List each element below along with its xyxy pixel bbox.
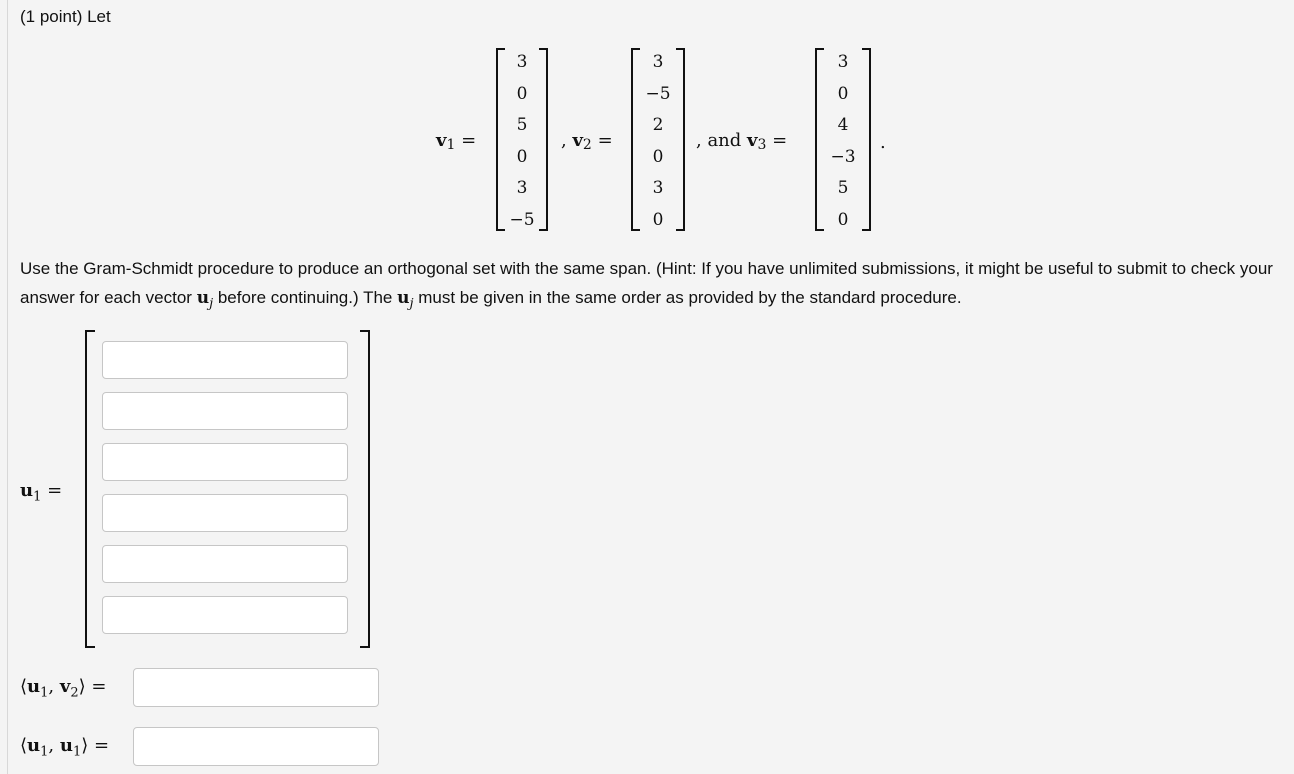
- v3-label: , and $v_3$ =: [696, 130, 788, 153]
- v2-matrix: [631, 48, 685, 231]
- v1-entry: 5: [516, 115, 528, 135]
- v1-entry: 0: [516, 83, 528, 104]
- u1-left-bracket: [85, 330, 95, 648]
- u1-label: $u_1$ =: [20, 480, 63, 505]
- u1-entry-2-input[interactable]: [102, 392, 348, 430]
- uj-symbol: $u_j$: [196, 287, 214, 311]
- u1-entry-1-input[interactable]: [102, 341, 348, 379]
- inner-product-u1-u1-label: $⟨u_1$, $u_1⟩$ =: [20, 735, 110, 760]
- v2-entry: −5: [645, 83, 671, 104]
- v3-entry: 0: [837, 83, 849, 104]
- u1-entry-4-input[interactable]: [102, 494, 348, 532]
- v2-label: , $v_2$ =: [561, 130, 613, 153]
- u1-entry-5-input[interactable]: [102, 545, 348, 583]
- v2-entry: 0: [652, 209, 664, 230]
- v2-entry: 0: [652, 146, 664, 167]
- v1-entry: 0: [516, 146, 528, 167]
- v2-entry: 2: [652, 115, 664, 135]
- problem-header: (1 point) Let: [20, 7, 111, 26]
- page-left-border: [7, 0, 8, 774]
- v2-entry: 3: [652, 178, 664, 198]
- v3-entry: 0: [837, 209, 849, 230]
- vectors-period: .: [880, 132, 886, 153]
- v1-entry: −5: [509, 209, 535, 230]
- v3-entry: −3: [830, 146, 856, 167]
- v1-entry: 3: [516, 178, 528, 198]
- v1-entry: 3: [516, 52, 528, 72]
- v2-entry: 3: [652, 52, 664, 72]
- inner-product-u1-v2-input[interactable]: [133, 668, 379, 707]
- v3-entry: 4: [837, 115, 849, 135]
- u1-right-bracket: [360, 330, 370, 648]
- v3-entry: 3: [837, 52, 849, 72]
- v1-label: $v_1$ =: [436, 130, 477, 153]
- v3-entry: 5: [837, 178, 849, 198]
- u1-entry-3-input[interactable]: [102, 443, 348, 481]
- v1-matrix: [496, 48, 548, 231]
- inner-product-u1-v2-label: $⟨u_1$, $v_2⟩$ =: [20, 676, 107, 701]
- v3-matrix: [815, 48, 871, 231]
- instructions: Use the Gram-Schmidt procedure to produce an orthogonal set with the same span. (Hint: If you have unlimited submissions, it might be useful to submit to check your answer for each vector $u_j$ before continuing.) The $u_j$ must be given in the same order as provided by the standard procedure.: [20, 259, 1273, 311]
- inner-product-u1-u1-input[interactable]: [133, 727, 379, 766]
- uj-symbol: $u_j$: [397, 287, 414, 311]
- u1-entry-6-input[interactable]: [102, 596, 348, 634]
